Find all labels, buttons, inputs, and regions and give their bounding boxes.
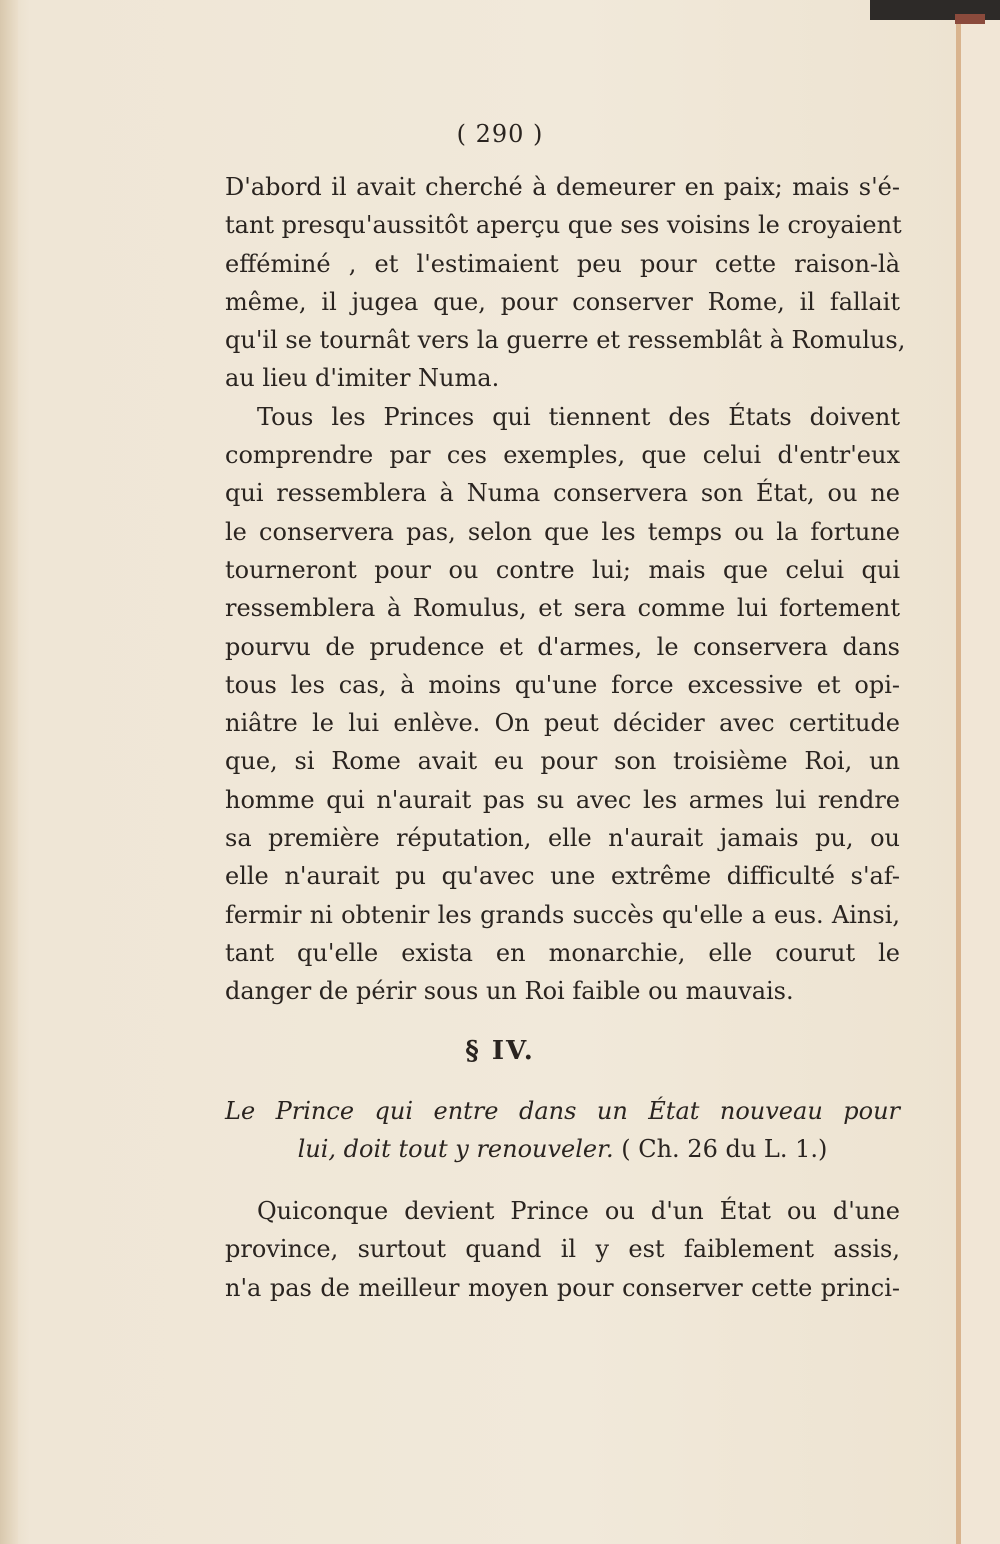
text-line: que, si Rome avait eu pour son troisième Roi, un — [225, 747, 900, 776]
text-line: elle n'aurait pu qu'avec une extrême difficulté s'af- — [225, 862, 900, 891]
section-title-line: Le Prince qui entre dans un État nouveau pour — [225, 1097, 900, 1125]
paragraph-3 — [225, 1192, 900, 1307]
page-left-edge — [0, 0, 18, 1544]
text-line: tant presqu'aussitôt aperçu que ses voisins le croyaient — [225, 211, 902, 240]
section-title-line — [225, 1130, 900, 1168]
text-line: comprendre par ces exemples, que celui d'entr'eux — [225, 441, 900, 470]
text-line: même, il jugea que, pour conserver Rome, il fallait — [225, 287, 900, 316]
adjacent-page — [961, 0, 1000, 1544]
book-binding — [955, 14, 985, 24]
text-line: tant qu'elle exista en monarchie, elle courut le — [225, 938, 900, 967]
text-line: efféminé , et l'estimaient peu pour cette raison-là — [225, 249, 900, 278]
chapter-reference: ( Ch. 26 du L. 1.) — [621, 1135, 828, 1164]
text-line: homme qui n'aurait pas su avec les armes lui rendre — [225, 785, 900, 814]
text-line: qui ressemblera à Numa conservera son État, ou ne — [225, 479, 900, 508]
section-title-text: lui, doit tout y renouveler. — [297, 1135, 614, 1164]
text-line: Tous les Princes qui tiennent des États doivent — [257, 402, 900, 431]
text-line: province, surtout quand il y est faiblement assis, — [225, 1235, 900, 1264]
text-line: au lieu d'imiter Numa. — [225, 364, 500, 393]
text-line: ressemblera à Romulus, et sera comme lui fortement — [225, 594, 900, 623]
text-line: n'a pas de meilleur moyen pour conserver cette princi- — [225, 1273, 900, 1302]
text-line: qu'il se tournât vers la guerre et ressemblât à Romulus, — [225, 326, 906, 355]
section-heading: § IV. — [465, 1036, 535, 1066]
text-line: D'abord il avait cherché à demeurer en paix; mais s'é- — [225, 173, 900, 201]
text-line: pourvu de prudence et d'armes, le conservera dans — [225, 632, 900, 661]
text-line: fermir ni obtenir les grands succès qu'elle a eus. Ainsi, — [225, 900, 900, 929]
text-line: sa première réputation, elle n'aurait jamais pu, ou — [225, 824, 900, 853]
text-line: tourneront pour ou contre lui; mais que celui qui — [225, 555, 900, 584]
text-line: niâtre le lui enlève. On peut décider avec certitude — [225, 709, 900, 738]
text-line: tous les cas, à moins qu'une force excessive et opi- — [225, 670, 900, 699]
text-line: Quiconque devient Prince ou d'un État ou d'une — [257, 1197, 900, 1225]
paragraph-1 — [225, 168, 906, 1011]
page-number: ( 290 ) — [456, 120, 544, 148]
text-line: danger de périr sous un Roi faible ou mauvais. — [225, 977, 794, 1006]
text-line: le conservera pas, selon que les temps ou la fortune — [225, 517, 900, 546]
section-title — [225, 1092, 900, 1169]
